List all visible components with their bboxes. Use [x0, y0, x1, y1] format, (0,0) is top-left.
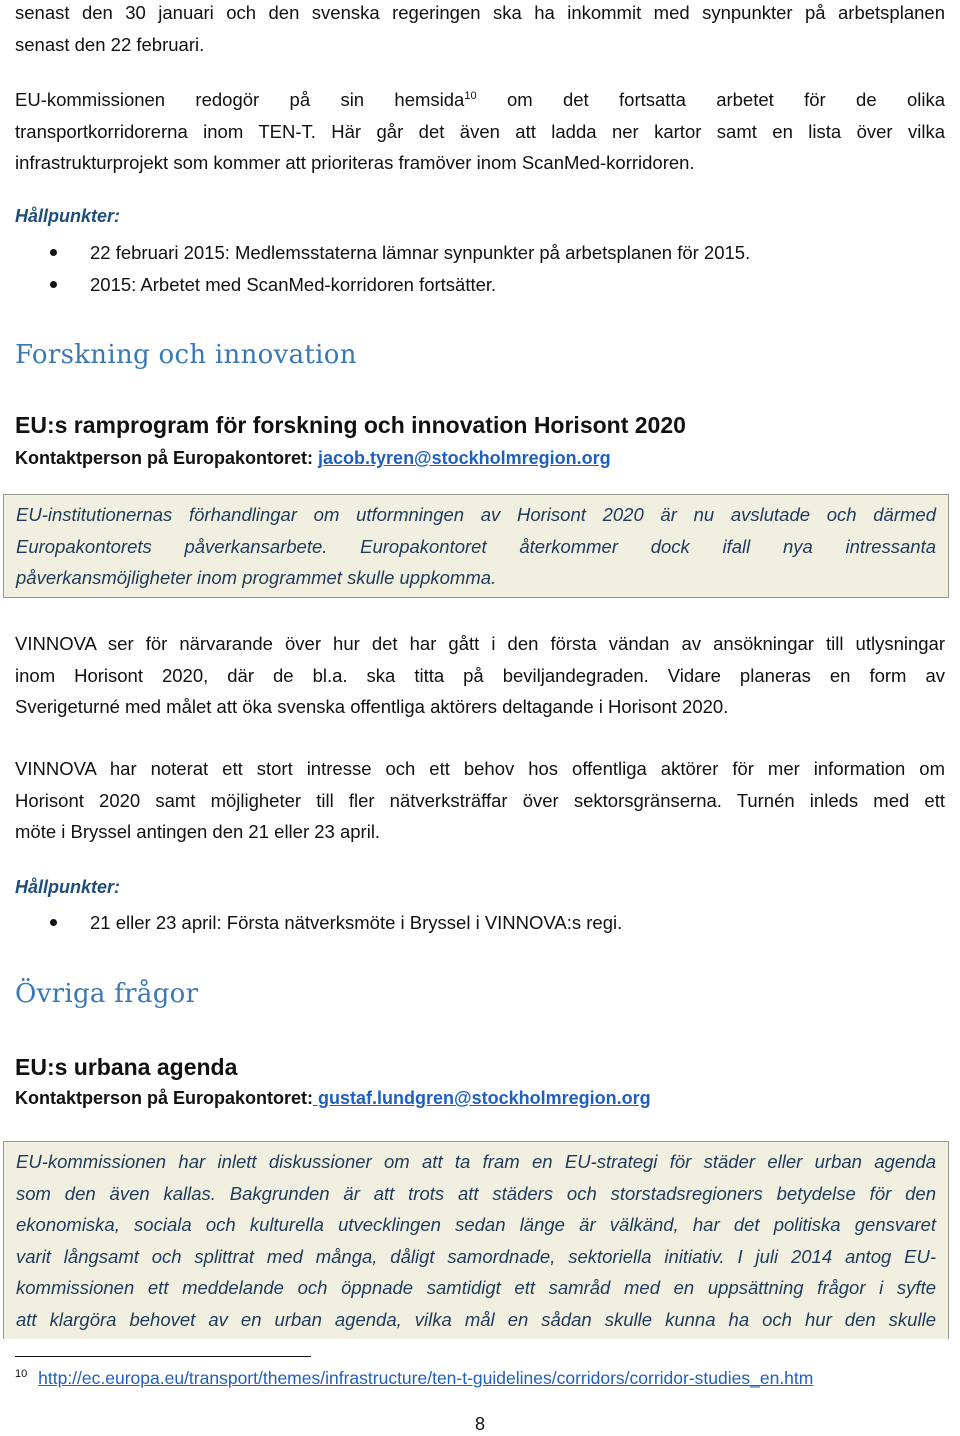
text-fragment: EU-kommissionen redogör på sin hemsida [15, 89, 465, 110]
milestones-label: Hållpunkter: [15, 206, 121, 226]
text-line: Europakontorets påverkansarbete. Europakontoret återkommer dock ifall nya intressanta [16, 535, 936, 557]
footnote-number: 10 [15, 1368, 28, 1381]
text-line [15, 84, 945, 116]
text-line: infrastrukturprojekt som kommer att prioriteras framöver inom ScanMed-korridoren. [15, 152, 695, 173]
list-item-text: 2015: Arbetet med ScanMed-korridoren fortsätter. [90, 273, 497, 295]
text-line: Horisont 2020 samt möjligheter till fler nätverksträffar över sektorsgränserna. Turnén inleds med ett [15, 789, 945, 811]
text-line: EU-kommissionen har inlett diskussioner om att ta fram en EU-strategi för städer eller urban agenda [16, 1151, 936, 1172]
bullet-icon [50, 249, 57, 256]
text-line: VINNOVA ser för närvarande över hur det har gått i den första vändan av ansökningar till utlysningar [15, 633, 945, 654]
bullet-icon [50, 281, 57, 288]
top-paragraph [15, 0, 945, 60]
footnote-link[interactable]: http://ec.europa.eu/transport/themes/infrastructure/ten-t-guidelines/corridors/corridor-studies_en.htm [38, 1368, 814, 1388]
text-line: senast den 22 februari. [15, 33, 205, 55]
text-line: EU-institutionernas förhandlingar om utformningen av Horisont 2020 är nu avslutade och därmed [16, 504, 936, 525]
commission-paragraph [15, 84, 945, 179]
list-item-text: 22 februari 2015: Medlemsstaterna lämnar synpunkter på arbetsplanen för 2015. [90, 242, 751, 263]
contact-line-other [15, 1088, 651, 1109]
text-line: inom Horisont 2020, där de bl.a. ska titta på beviljandegraden. Vidare planeras en form av [15, 664, 945, 686]
text-line: Sverigeturné med målet att öka svenska offentliga aktörers deltagande i Horisont 2020. [15, 696, 729, 717]
text-line: senast den 30 januari och den svenska regeringen ska ha inkommit med synpunkter på arbetsplanen [15, 2, 945, 23]
footnote [15, 1368, 813, 1389]
list-item [50, 269, 750, 301]
list-item-text: 21 eller 23 april: Första nätverksmöte i Bryssel i VINNOVA:s regi. [90, 912, 623, 933]
contact-label: Kontaktperson på Europakontoret: [15, 1088, 314, 1108]
subheading-horizon-2020: EU:s ramprogram för forskning och innovation Horisont 2020 [15, 412, 686, 438]
text-line: möte i Bryssel antingen den 21 eller 23 april. [15, 821, 381, 842]
milestones-label: Hållpunkter: [15, 877, 121, 897]
contact-line-research [15, 448, 611, 469]
list-item [50, 237, 750, 269]
subheading-urban-agenda: EU:s urbana agenda [15, 1054, 238, 1080]
text-line: att klargöra behovet av en urban agenda, vilka mål en sådan skulle kunna ha och hur den skulle [16, 1308, 936, 1330]
bullet-icon [50, 919, 57, 926]
text-line: som den även kallas. Bakgrunden är att trots att städers och storstadsregioners betydelse för den [16, 1182, 936, 1204]
text-fragment: om det fortsatta arbetet för de olika [476, 89, 946, 110]
list-item [50, 907, 622, 939]
section-heading-other: Övriga frågor [15, 979, 199, 1009]
contact-email-link[interactable]: gustaf.lundgren@stockholmregion.org [313, 1088, 651, 1108]
text-line [15, 116, 945, 148]
milestones-list [50, 237, 750, 300]
footnote-reference[interactable]: 10 [464, 89, 477, 102]
footnote-separator [15, 1356, 311, 1357]
vinnova-paragraph-1 [15, 628, 945, 723]
contact-label: Kontaktperson på Europakontoret: [15, 448, 319, 468]
contact-email-link[interactable]: jacob.tyren@stockholmregion.org [318, 448, 611, 468]
text-line: varit långsamt och splittrat med många, dåligt samordnade, sektoriella initiativ. I juli 2014 antog EU- [16, 1245, 936, 1267]
vinnova-paragraph-2 [15, 753, 945, 848]
info-box-research [3, 494, 949, 598]
section-heading-research: Forskning och innovation [15, 340, 357, 370]
text-line: ekonomiska, sociala och kulturella utvecklingen sedan länge är välkänd, har det politiska gensvaret [16, 1214, 936, 1235]
text-line: påverkansmöjligheter inom programmet skulle uppkomma. [16, 567, 497, 588]
text-line: kommissionen ett meddelande och öppnade samtidigt ett samråd med en uppsättning frågor i syfte [16, 1277, 936, 1298]
text-fragment: transportkorridorerna inom TEN-T. [15, 120, 316, 142]
info-box-urban-agenda [3, 1141, 949, 1339]
page-number: 8 [474, 1414, 485, 1434]
text-line: VINNOVA har noterat ett stort intresse och ett behov hos offentliga aktörer för mer information om [15, 758, 945, 779]
milestones-list [50, 907, 622, 939]
text-fragment: Här går det även att ladda ner kartor samt en lista över vilka [315, 120, 945, 142]
